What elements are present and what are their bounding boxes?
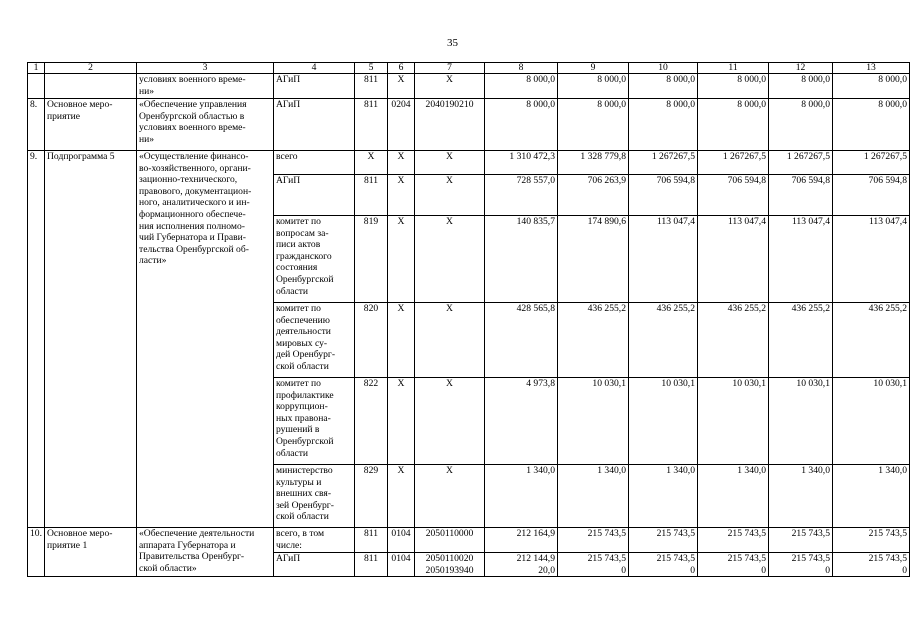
code-target: Х xyxy=(415,303,485,378)
value-cell: 1 340,0 xyxy=(485,465,558,528)
code-grbs: 822 xyxy=(355,378,388,465)
code-section: Х xyxy=(388,465,415,528)
value-cell xyxy=(629,553,698,577)
budget-table xyxy=(27,62,910,577)
executor: комитет по вопросам за- писи актов гражданского состояния Оренбургской области xyxy=(274,216,355,303)
code-grbs: 811 xyxy=(355,74,388,99)
value-cell: 436 255,2 xyxy=(833,303,910,378)
event-title: «Обеспечение деятельности аппарата Губернатора и Правительства Оренбург- ской области» xyxy=(137,528,274,577)
code-section: 0204 xyxy=(388,99,415,151)
code-target: 2050110000 xyxy=(415,528,485,553)
value-b: 0 xyxy=(761,564,766,576)
code-grbs: 811 xyxy=(355,99,388,151)
code-target: Х xyxy=(415,216,485,303)
code-target-a: 2050110020 xyxy=(425,553,474,564)
code-target-b: 2050193940 xyxy=(425,564,474,576)
value-cell xyxy=(833,553,910,577)
code-grbs: 811 xyxy=(355,553,388,577)
value-cell: 10 030,1 xyxy=(629,378,698,465)
value-cell: 113 047,4 xyxy=(698,216,769,303)
code-grbs: Х xyxy=(355,151,388,175)
code-grbs: 820 xyxy=(355,303,388,378)
code-target: 2040190210 xyxy=(415,99,485,151)
executor: АГиП xyxy=(274,74,355,99)
value-cell xyxy=(769,553,833,577)
code-target: Х xyxy=(415,74,485,99)
header-cell: 1 xyxy=(28,63,45,74)
value-cell: 1 340,0 xyxy=(833,465,910,528)
code-section: Х xyxy=(388,175,415,216)
value-cell: 8 000,0 xyxy=(629,74,698,99)
value-cell: 8 000,0 xyxy=(698,99,769,151)
value-cell: 428 565,8 xyxy=(485,303,558,378)
value-b: 20,0 xyxy=(538,564,555,576)
event-type: Основное меро- приятие 1 xyxy=(45,528,137,577)
value-cell: 113 047,4 xyxy=(629,216,698,303)
value-a: 215 743,5 xyxy=(791,553,830,564)
value-cell: 212 164,9 xyxy=(485,528,558,553)
value-cell: 1 267267,5 xyxy=(769,151,833,175)
header-cell: 12 xyxy=(769,63,833,74)
executor: министерство культуры и внешних свя- зей Оренбург- ской области xyxy=(274,465,355,528)
value-cell: 706 263,9 xyxy=(558,175,629,216)
value-a: 215 743,5 xyxy=(727,553,766,564)
table-row xyxy=(28,151,910,175)
value-cell: 215 743,5 xyxy=(833,528,910,553)
value-cell: 8 000,0 xyxy=(485,74,558,99)
code-section: 0104 xyxy=(388,528,415,553)
value-cell xyxy=(558,553,629,577)
value-cell: 8 000,0 xyxy=(833,74,910,99)
value-cell: 8 000,0 xyxy=(558,74,629,99)
code-grbs: 819 xyxy=(355,216,388,303)
value-b: 0 xyxy=(825,564,830,576)
code-section: Х xyxy=(388,151,415,175)
value-cell: 1 310 472,3 xyxy=(485,151,558,175)
value-cell: 436 255,2 xyxy=(629,303,698,378)
value-cell: 1 267267,5 xyxy=(698,151,769,175)
code-grbs: 811 xyxy=(355,175,388,216)
value-cell: 174 890,6 xyxy=(558,216,629,303)
table-row xyxy=(28,99,910,151)
value-cell: 706 594,8 xyxy=(698,175,769,216)
code-section: Х xyxy=(388,303,415,378)
row-number: 10. xyxy=(28,528,45,577)
event-title: «Обеспечение управления Оренбургской областью в условиях военного време- ни» xyxy=(137,99,274,151)
code-target: Х xyxy=(415,378,485,465)
code-grbs: 811 xyxy=(355,528,388,553)
value-cell: 706 594,8 xyxy=(769,175,833,216)
event-title: условиях военного време- ни» xyxy=(137,74,274,99)
executor: АГиП xyxy=(274,99,355,151)
value-cell: 10 030,1 xyxy=(698,378,769,465)
value-cell: 8 000,0 xyxy=(698,74,769,99)
value-cell: 215 743,5 xyxy=(769,528,833,553)
row-number xyxy=(28,74,45,99)
value-cell: 8 000,0 xyxy=(833,99,910,151)
page-number: 35 xyxy=(447,37,458,49)
executor: АГиП xyxy=(274,553,355,577)
executor: АГиП xyxy=(274,175,355,216)
value-cell: 215 743,5 xyxy=(558,528,629,553)
row-number: 8. xyxy=(28,99,45,151)
header-cell: 3 xyxy=(137,63,274,74)
value-cell: 10 030,1 xyxy=(769,378,833,465)
code-grbs: 829 xyxy=(355,465,388,528)
value-cell: 1 340,0 xyxy=(698,465,769,528)
code-target: Х xyxy=(415,151,485,175)
value-cell: 436 255,2 xyxy=(769,303,833,378)
value-cell: 1 267267,5 xyxy=(629,151,698,175)
value-cell: 140 835,7 xyxy=(485,216,558,303)
value-cell: 8 000,0 xyxy=(769,74,833,99)
header-cell: 9 xyxy=(558,63,629,74)
value-cell: 10 030,1 xyxy=(558,378,629,465)
header-cell: 2 xyxy=(45,63,137,74)
table-row xyxy=(28,528,910,553)
header-cell: 8 xyxy=(485,63,558,74)
value-cell: 8 000,0 xyxy=(629,99,698,151)
value-cell: 706 594,8 xyxy=(629,175,698,216)
header-cell: 4 xyxy=(274,63,355,74)
value-cell: 436 255,2 xyxy=(698,303,769,378)
value-cell: 436 255,2 xyxy=(558,303,629,378)
value-b: 0 xyxy=(621,564,626,576)
value-cell: 1 340,0 xyxy=(558,465,629,528)
header-cell: 13 xyxy=(833,63,910,74)
value-b: 0 xyxy=(690,564,695,576)
value-cell: 8 000,0 xyxy=(485,99,558,151)
value-cell: 1 267267,5 xyxy=(833,151,910,175)
header-cell: 7 xyxy=(415,63,485,74)
value-cell: 215 743,5 xyxy=(629,528,698,553)
event-type: Подпрограмма 5 xyxy=(45,151,137,528)
column-number-row xyxy=(28,63,910,74)
header-cell: 5 xyxy=(355,63,388,74)
code-target: Х xyxy=(415,175,485,216)
executor: комитет по профилактике коррупцион- ных правона- рушений в Оренбургской области xyxy=(274,378,355,465)
value-cell xyxy=(698,553,769,577)
value-b: 0 xyxy=(902,564,907,576)
value-a: 215 743,5 xyxy=(656,553,695,564)
value-cell xyxy=(485,553,558,577)
value-cell: 706 594,8 xyxy=(833,175,910,216)
table-row xyxy=(28,74,910,99)
header-cell: 10 xyxy=(629,63,698,74)
code-target: Х xyxy=(415,465,485,528)
event-type xyxy=(45,74,137,99)
value-cell: 215 743,5 xyxy=(698,528,769,553)
value-cell: 1 340,0 xyxy=(769,465,833,528)
value-cell: 728 557,0 xyxy=(485,175,558,216)
header-cell: 6 xyxy=(388,63,415,74)
executor: всего, в том числе: xyxy=(274,528,355,553)
code-section: Х xyxy=(388,378,415,465)
value-a: 215 743,5 xyxy=(868,553,907,564)
value-cell: 1 328 779,8 xyxy=(558,151,629,175)
value-cell: 4 973,8 xyxy=(485,378,558,465)
event-type: Основное меро- приятие xyxy=(45,99,137,151)
value-cell: 10 030,1 xyxy=(833,378,910,465)
value-cell: 8 000,0 xyxy=(558,99,629,151)
value-cell: 113 047,4 xyxy=(833,216,910,303)
executor: комитет по обеспечению деятельности мировых су- дей Оренбург- ской области xyxy=(274,303,355,378)
value-cell: 8 000,0 xyxy=(769,99,833,151)
value-a: 215 743,5 xyxy=(587,553,626,564)
value-a: 212 144,9 xyxy=(516,553,555,564)
code-target xyxy=(415,553,485,577)
code-section: Х xyxy=(388,216,415,303)
executor: всего xyxy=(274,151,355,175)
event-title: «Осуществление финансо- во-хозяйственного, органи- зационно-технического, правового, документацион- ного, аналитического и ин- формационного обеспече- ния исполнения полномо- чий Губернатора и Прави- тельства Оренбургской об- ласти» xyxy=(137,151,274,528)
value-cell: 1 340,0 xyxy=(629,465,698,528)
value-cell: 113 047,4 xyxy=(769,216,833,303)
row-number: 9. xyxy=(28,151,45,528)
header-cell: 11 xyxy=(698,63,769,74)
code-section: Х xyxy=(388,74,415,99)
code-section: 0104 xyxy=(388,553,415,577)
